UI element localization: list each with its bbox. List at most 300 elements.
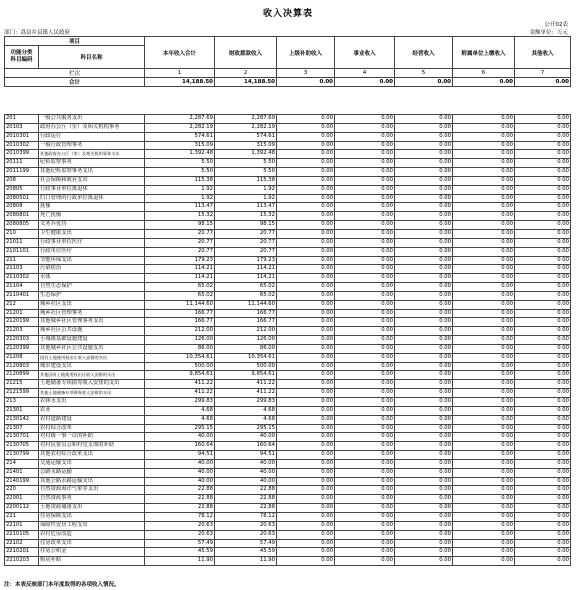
amount-cell: 0.00 [515, 300, 571, 309]
func-code-cell: 2110302 [5, 274, 39, 283]
amount-cell: 0.00 [515, 389, 571, 398]
subject-name-cell: 其他国有土地使用权出让收入安排的支出 [39, 371, 145, 380]
subject-name-cell: 小城镇基础设施建设 [39, 336, 145, 345]
amount-cell: 0.00 [277, 344, 335, 353]
func-code-cell: 220 [5, 486, 39, 495]
amount-cell: 0.00 [277, 318, 335, 327]
func-code-cell: 213 [5, 398, 39, 407]
amount-cell: 0.00 [335, 247, 395, 256]
amount-cell: 0.00 [335, 442, 395, 451]
amount-cell: 11.90 [145, 557, 215, 566]
amount-cell: 0.00 [515, 256, 571, 265]
amount-cell: 0.00 [277, 168, 335, 177]
amount-cell: 166.77 [215, 309, 277, 318]
func-code-cell: 2080501 [5, 194, 39, 203]
amount-cell: 20.77 [145, 238, 215, 247]
table-row [5, 221, 571, 230]
func-code-cell: 20111 [5, 159, 39, 168]
subject-name-cell: 农业 [39, 406, 145, 415]
func-code-cell: 22101 [5, 521, 39, 530]
func-code-cell: 2080805 [5, 221, 39, 230]
amount-cell: 295.15 [145, 424, 215, 433]
amount-cell: 0.00 [515, 530, 571, 539]
amount-cell: 0.00 [395, 318, 453, 327]
total-value: 0.00 [395, 78, 453, 87]
subject-name-cell: 其他城乡社区公共设施支出 [39, 344, 145, 353]
total-value: 14,188.50 [145, 78, 215, 87]
amount-cell: 0.00 [395, 486, 453, 495]
amount-cell: 0.00 [453, 141, 515, 150]
table-row [5, 238, 571, 247]
col-header-superior: 上级补助收入 [277, 37, 335, 69]
amount-cell: 0.00 [277, 433, 335, 442]
header-table [4, 36, 571, 87]
amount-cell: 20.77 [215, 247, 277, 256]
table-row [5, 477, 571, 486]
amount-cell: 0.00 [277, 398, 335, 407]
amount-cell: 114.21 [145, 265, 215, 274]
amount-cell: 1.92 [215, 185, 277, 194]
func-code-cell: 21401 [5, 468, 39, 477]
amount-cell: 0.00 [395, 371, 453, 380]
amount-cell: 1,392.48 [145, 150, 215, 159]
amount-cell: 2,287.69 [215, 115, 277, 124]
amount-cell: 1.92 [215, 194, 277, 203]
func-code-cell: 21208 [5, 353, 39, 362]
amount-cell: 45.59 [215, 548, 277, 557]
amount-cell: 0.00 [453, 229, 515, 238]
amount-cell: 212.00 [215, 327, 277, 336]
subject-name-header: 科目名称 [39, 46, 145, 69]
amount-cell: 0.00 [335, 221, 395, 230]
table-row [5, 168, 571, 177]
amount-cell: 0.00 [277, 185, 335, 194]
func-code-cell: 21307 [5, 424, 39, 433]
amount-cell: 0.00 [335, 398, 395, 407]
amount-cell: 166.77 [215, 318, 277, 327]
amount-cell: 0.00 [395, 212, 453, 221]
subject-name-cell: 义务兵优待 [39, 221, 145, 230]
amount-cell: 0.00 [277, 371, 335, 380]
amount-cell: 0.00 [395, 344, 453, 353]
amount-cell: 0.00 [395, 539, 453, 548]
amount-cell: 126.00 [215, 336, 277, 345]
table-row [5, 212, 571, 221]
amount-cell: 0.00 [335, 477, 395, 486]
amount-cell: 0.00 [453, 495, 515, 504]
subject-name-cell: 其他公路水路运输支出 [39, 477, 145, 486]
amount-cell: 0.00 [453, 398, 515, 407]
col-num: 3 [277, 69, 335, 78]
amount-cell: 0.00 [515, 291, 571, 300]
amount-cell: 411.22 [145, 389, 215, 398]
subject-name-cell: 抚恤 [39, 203, 145, 212]
subject-name-cell: 农村危房改造 [39, 530, 145, 539]
func-code-cell: 2130799 [5, 451, 39, 460]
amount-cell: 0.00 [515, 512, 571, 521]
project-header: 项目 [5, 37, 145, 46]
amount-cell: 113.47 [145, 203, 215, 212]
amount-cell: 0.00 [453, 442, 515, 451]
amount-cell: 0.00 [453, 309, 515, 318]
func-code-cell: 221 [5, 512, 39, 521]
amount-cell: 20.77 [215, 238, 277, 247]
amount-cell: 0.00 [395, 203, 453, 212]
amount-cell: 0.00 [335, 539, 395, 548]
amount-cell: 20.63 [215, 521, 277, 530]
table-row [5, 318, 571, 327]
table-row [5, 504, 571, 513]
amount-cell: 0.00 [453, 477, 515, 486]
unit-label: 金额单位：万元 [529, 30, 568, 36]
amount-cell: 0.00 [335, 274, 395, 283]
amount-cell: 22.88 [215, 486, 277, 495]
func-code-cell: 214 [5, 459, 39, 468]
amount-cell: 20.63 [215, 530, 277, 539]
amount-cell: 0.00 [277, 486, 335, 495]
amount-cell: 0.00 [277, 283, 335, 292]
amount-cell: 0.00 [453, 238, 515, 247]
amount-cell: 0.00 [277, 309, 335, 318]
amount-cell: 0.00 [453, 159, 515, 168]
amount-cell: 40.00 [145, 468, 215, 477]
table-row [5, 283, 571, 292]
amount-cell: 0.00 [395, 512, 453, 521]
income-table [4, 114, 571, 566]
amount-cell: 0.00 [335, 327, 395, 336]
table-row [5, 530, 571, 539]
func-code-cell: 2140199 [5, 477, 39, 486]
subject-name-cell: 其他政府办公厅（室）及相关机构事务支出 [39, 150, 145, 159]
amount-cell: 0.00 [453, 176, 515, 185]
section-label: 栏次 [5, 69, 145, 78]
amount-cell: 0.00 [277, 291, 335, 300]
col-header-fiscal: 财政拨款收入 [215, 37, 277, 69]
func-code-cell: 20808 [5, 203, 39, 212]
amount-cell: 0.00 [277, 150, 335, 159]
amount-cell: 179.23 [145, 256, 215, 265]
amount-cell: 94.51 [215, 451, 277, 460]
amount-cell: 0.00 [395, 229, 453, 238]
func-code-cell: 21301 [5, 406, 39, 415]
amount-cell: 0.00 [277, 451, 335, 460]
amount-cell: 0.00 [515, 477, 571, 486]
subject-name-cell: 住房改革支出 [39, 539, 145, 548]
amount-cell: 0.00 [515, 557, 571, 566]
subject-name-cell: 农林水支出 [39, 398, 145, 407]
amount-cell: 0.00 [277, 415, 335, 424]
amount-cell: 0.00 [335, 362, 395, 371]
amount-cell: 0.00 [453, 530, 515, 539]
amount-cell: 0.00 [515, 344, 571, 353]
amount-cell: 0.00 [395, 221, 453, 230]
amount-cell: 0.00 [335, 344, 395, 353]
subject-name-cell: 其他农村综合改革支出 [39, 451, 145, 460]
amount-cell: 0.00 [515, 424, 571, 433]
func-code-cell: 2080801 [5, 212, 39, 221]
amount-cell: 1,392.48 [215, 150, 277, 159]
table-row [5, 150, 571, 159]
amount-cell: 0.00 [335, 336, 395, 345]
table-row [5, 247, 571, 256]
amount-cell: 0.00 [395, 415, 453, 424]
amount-cell: 0.00 [515, 548, 571, 557]
amount-cell: 45.59 [145, 548, 215, 557]
amount-cell: 5.50 [215, 168, 277, 177]
table-row [5, 194, 571, 203]
table-row [5, 548, 571, 557]
func-code-cell: 2010399 [5, 150, 39, 159]
amount-cell: 98.15 [145, 221, 215, 230]
amount-cell: 0.00 [277, 194, 335, 203]
amount-cell: 295.15 [215, 424, 277, 433]
func-code-cell: 2130142 [5, 415, 39, 424]
amount-cell: 0.00 [453, 168, 515, 177]
table-row [5, 203, 571, 212]
subject-name-cell: 卫生健康支出 [39, 229, 145, 238]
subject-name-cell: 行政单位医疗 [39, 247, 145, 256]
amount-cell: 5.50 [145, 159, 215, 168]
amount-cell: 0.00 [335, 406, 395, 415]
subject-name-cell: 污染防治 [39, 265, 145, 274]
amount-cell: 0.00 [453, 521, 515, 530]
amount-cell: 9,854.61 [215, 371, 277, 380]
amount-cell: 9,854.61 [145, 371, 215, 380]
table-row [5, 176, 571, 185]
amount-cell: 0.00 [453, 274, 515, 283]
amount-cell: 0.00 [335, 123, 395, 132]
amount-cell: 0.00 [453, 300, 515, 309]
amount-cell: 40.00 [215, 477, 277, 486]
amount-cell: 0.00 [515, 123, 571, 132]
form-code: 公开02表 [544, 22, 568, 28]
amount-cell: 0.00 [335, 238, 395, 247]
amount-cell: 0.00 [277, 221, 335, 230]
func-code-cell: 208 [5, 176, 39, 185]
amount-cell: 0.00 [277, 380, 335, 389]
table-row [5, 123, 571, 132]
amount-cell: 0.00 [277, 203, 335, 212]
table-row [5, 327, 571, 336]
amount-cell: 0.00 [335, 265, 395, 274]
amount-cell: 65.02 [145, 283, 215, 292]
amount-cell: 98.15 [215, 221, 277, 230]
func-code-cell: 2200112 [5, 504, 39, 513]
amount-cell: 0.00 [453, 318, 515, 327]
col-num: 7 [515, 69, 571, 78]
amount-cell: 0.00 [335, 530, 395, 539]
amount-cell: 0.00 [515, 459, 571, 468]
amount-cell: 0.00 [395, 300, 453, 309]
table-row [5, 557, 571, 566]
subject-name-cell: 住房公积金 [39, 548, 145, 557]
func-code-cell: 212 [5, 300, 39, 309]
amount-cell: 0.00 [453, 451, 515, 460]
func-code-cell: 201 [5, 115, 39, 124]
amount-cell: 0.00 [515, 539, 571, 548]
amount-cell: 0.00 [335, 300, 395, 309]
total-value: 0.00 [453, 78, 515, 87]
amount-cell: 0.00 [335, 168, 395, 177]
total-value: 0.00 [277, 78, 335, 87]
amount-cell: 0.00 [453, 336, 515, 345]
subject-name-cell: 农村道路建设 [39, 415, 145, 424]
table-row [5, 398, 571, 407]
subject-name-cell: 水体 [39, 274, 145, 283]
amount-cell: 0.00 [335, 495, 395, 504]
amount-cell: 0.00 [515, 247, 571, 256]
amount-cell: 0.00 [277, 141, 335, 150]
amount-cell: 65.02 [215, 291, 277, 300]
amount-cell: 0.00 [335, 203, 395, 212]
amount-cell: 0.00 [453, 344, 515, 353]
amount-cell: 0.00 [335, 371, 395, 380]
amount-cell: 0.00 [277, 336, 335, 345]
amount-cell: 0.00 [395, 247, 453, 256]
amount-cell: 113.47 [215, 203, 277, 212]
amount-cell: 0.00 [453, 203, 515, 212]
subject-name-cell: 社会保障和就业支出 [39, 176, 145, 185]
col-header-total: 本年收入合计 [145, 37, 215, 69]
amount-cell: 0.00 [395, 176, 453, 185]
amount-cell: 0.00 [335, 141, 395, 150]
amount-cell: 0.00 [277, 424, 335, 433]
amount-cell: 574.61 [145, 132, 215, 141]
amount-cell: 2,282.19 [215, 123, 277, 132]
subject-name-cell: 行政运行 [39, 132, 145, 141]
amount-cell: 0.00 [395, 521, 453, 530]
amount-cell: 0.00 [335, 415, 395, 424]
amount-cell: 65.02 [145, 291, 215, 300]
subject-name-cell: 其他城乡社区管理事务支出 [39, 318, 145, 327]
func-code-cell: 22001 [5, 495, 39, 504]
amount-cell: 57.49 [215, 539, 277, 548]
amount-cell: 0.00 [515, 221, 571, 230]
subject-name-cell: 自然资源事务 [39, 495, 145, 504]
amount-cell: 0.00 [335, 159, 395, 168]
amount-cell: 0.00 [453, 221, 515, 230]
amount-cell: 0.00 [335, 291, 395, 300]
table-row [5, 451, 571, 460]
func-code-cell: 21011 [5, 238, 39, 247]
amount-cell: 0.00 [335, 424, 395, 433]
amount-cell: 0.00 [453, 389, 515, 398]
amount-cell: 0.00 [515, 336, 571, 345]
amount-cell: 94.51 [145, 451, 215, 460]
func-code-cell: 2210203 [5, 557, 39, 566]
amount-cell: 0.00 [277, 229, 335, 238]
amount-cell: 20.63 [145, 521, 215, 530]
amount-cell: 0.00 [335, 229, 395, 238]
amount-cell: 0.00 [515, 495, 571, 504]
amount-cell: 0.00 [453, 132, 515, 141]
amount-cell: 0.00 [515, 398, 571, 407]
subject-name-cell: 死亡抚恤 [39, 212, 145, 221]
amount-cell: 0.00 [453, 512, 515, 521]
amount-cell: 0.00 [277, 327, 335, 336]
amount-cell: 0.00 [395, 309, 453, 318]
amount-cell: 0.00 [453, 539, 515, 548]
amount-cell: 0.00 [515, 521, 571, 530]
func-code-cell: 210 [5, 229, 39, 238]
amount-cell: 0.00 [335, 150, 395, 159]
amount-cell: 10,354.61 [145, 353, 215, 362]
amount-cell: 0.00 [277, 115, 335, 124]
table-row [5, 380, 571, 389]
subject-name-cell: 行政事业单位医疗 [39, 238, 145, 247]
amount-cell: 0.00 [395, 459, 453, 468]
amount-cell: 500.00 [215, 362, 277, 371]
amount-cell: 0.00 [395, 159, 453, 168]
amount-cell: 166.77 [145, 318, 215, 327]
total-value: 14,188.50 [215, 78, 277, 87]
amount-cell: 0.00 [335, 548, 395, 557]
amount-cell: 0.00 [335, 318, 395, 327]
department-label: 部门：荔县乡县镇人民政府 [4, 30, 71, 36]
table-row [5, 256, 571, 265]
amount-cell: 40.00 [215, 459, 277, 468]
func-code-cell: 2120199 [5, 318, 39, 327]
report-title: 收入决算表 [262, 9, 313, 19]
amount-cell: 0.00 [453, 265, 515, 274]
footnote: 注：本表反映部门本年度取得的各项收入情况。 [4, 582, 120, 588]
subject-name-cell: 纪检监察事务 [39, 159, 145, 168]
amount-cell: 57.49 [145, 539, 215, 548]
subject-name-cell: 住房保障支出 [39, 512, 145, 521]
func-code-cell: 2120399 [5, 344, 39, 353]
table-row [5, 362, 571, 371]
table-row [5, 132, 571, 141]
amount-cell: 0.00 [453, 353, 515, 362]
amount-cell: 0.00 [395, 353, 453, 362]
amount-cell: 114.21 [215, 274, 277, 283]
amount-cell: 0.00 [515, 309, 571, 318]
func-code-cell: 22102 [5, 539, 39, 548]
amount-cell: 4.68 [215, 406, 277, 415]
amount-cell: 0.00 [453, 504, 515, 513]
subject-name-cell: 生态保护 [39, 291, 145, 300]
amount-cell: 0.00 [277, 406, 335, 415]
func-code-cell: 2210105 [5, 530, 39, 539]
amount-cell: 0.00 [453, 247, 515, 256]
amount-cell: 0.00 [515, 486, 571, 495]
amount-cell: 114.21 [215, 265, 277, 274]
amount-cell: 0.00 [515, 283, 571, 292]
amount-cell: 0.00 [453, 424, 515, 433]
col-num: 6 [453, 69, 515, 78]
amount-cell: 0.00 [515, 203, 571, 212]
col-header-operating: 经营收入 [395, 37, 453, 69]
amount-cell: 0.00 [335, 132, 395, 141]
amount-cell: 0.00 [515, 318, 571, 327]
amount-cell: 20.77 [145, 229, 215, 238]
amount-cell: 0.00 [395, 362, 453, 371]
amount-cell: 0.00 [515, 380, 571, 389]
func-code-cell: 2210201 [5, 548, 39, 557]
amount-cell: 0.00 [395, 238, 453, 247]
amount-cell: 0.00 [395, 132, 453, 141]
amount-cell: 160.64 [215, 442, 277, 451]
amount-cell: 22.88 [145, 504, 215, 513]
amount-cell: 0.00 [515, 115, 571, 124]
amount-cell: 0.00 [335, 309, 395, 318]
table-row [5, 141, 571, 150]
func-code-cell: 2010302 [5, 141, 39, 150]
amount-cell: 115.38 [215, 176, 277, 185]
amount-cell: 411.22 [215, 389, 277, 398]
amount-cell: 0.00 [335, 115, 395, 124]
amount-cell: 0.00 [395, 274, 453, 283]
